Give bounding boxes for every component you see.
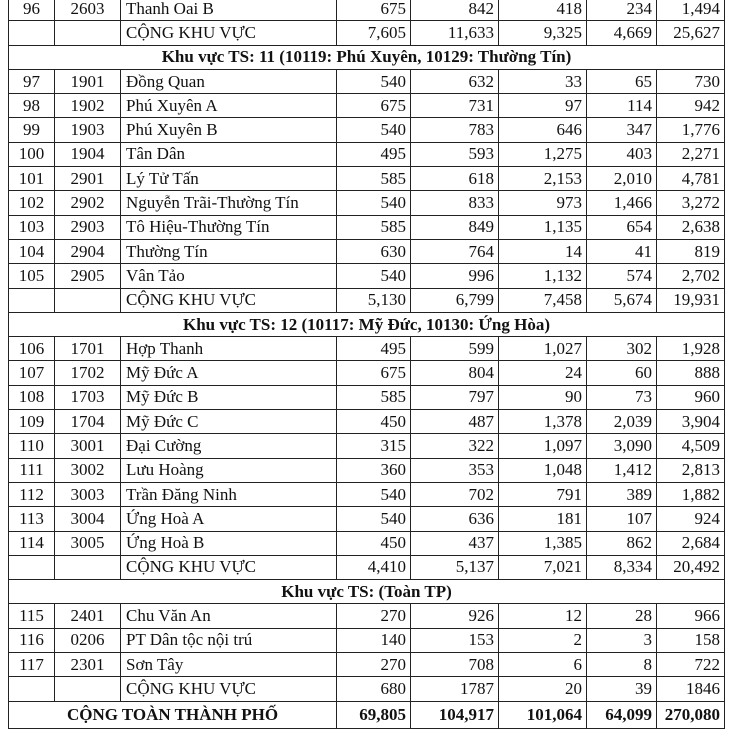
row-number: 117 bbox=[9, 653, 55, 677]
school-name: Thường Tín bbox=[121, 239, 337, 263]
value-cell: 3,272 bbox=[657, 191, 725, 215]
table-row bbox=[9, 628, 725, 652]
table-row bbox=[9, 0, 725, 21]
value-cell: 2,684 bbox=[657, 531, 725, 555]
value-cell: 1,132 bbox=[499, 264, 587, 288]
school-code: 2603 bbox=[55, 0, 121, 21]
value-cell: 2,039 bbox=[587, 410, 657, 434]
row-number: 96 bbox=[9, 0, 55, 21]
value-cell: 926 bbox=[411, 604, 499, 628]
value-cell: 60 bbox=[587, 361, 657, 385]
value-cell: 2,638 bbox=[657, 215, 725, 239]
subtotal-label: CỘNG KHU VỰC bbox=[121, 555, 337, 579]
subtotal-value: 5,137 bbox=[411, 555, 499, 579]
school-code: 3005 bbox=[55, 531, 121, 555]
value-cell: 849 bbox=[411, 215, 499, 239]
value-cell: 1,275 bbox=[499, 142, 587, 166]
region-header-row bbox=[9, 312, 725, 336]
value-cell: 540 bbox=[337, 191, 411, 215]
school-code: 2901 bbox=[55, 167, 121, 191]
value-cell: 630 bbox=[337, 239, 411, 263]
school-name: Chu Văn An bbox=[121, 604, 337, 628]
value-cell: 270 bbox=[337, 653, 411, 677]
value-cell: 646 bbox=[499, 118, 587, 142]
value-cell: 722 bbox=[657, 653, 725, 677]
value-cell: 783 bbox=[411, 118, 499, 142]
empty-cell bbox=[9, 21, 55, 45]
value-cell: 107 bbox=[587, 507, 657, 531]
table-row bbox=[9, 531, 725, 555]
value-cell: 764 bbox=[411, 239, 499, 263]
value-cell: 140 bbox=[337, 628, 411, 652]
table-row bbox=[9, 215, 725, 239]
value-cell: 14 bbox=[499, 239, 587, 263]
subtotal-value: 5,130 bbox=[337, 288, 411, 312]
school-name: Lý Tử Tấn bbox=[121, 167, 337, 191]
value-cell: 675 bbox=[337, 0, 411, 21]
school-name: Nguyễn Trãi-Thường Tín bbox=[121, 191, 337, 215]
subtotal-label: CỘNG KHU VỰC bbox=[121, 288, 337, 312]
value-cell: 2,153 bbox=[499, 167, 587, 191]
value-cell: 4,509 bbox=[657, 434, 725, 458]
school-name: Ứng Hoà A bbox=[121, 507, 337, 531]
value-cell: 585 bbox=[337, 385, 411, 409]
value-cell: 585 bbox=[337, 215, 411, 239]
row-number: 115 bbox=[9, 604, 55, 628]
enrollment-table bbox=[8, 0, 725, 729]
table-row bbox=[9, 264, 725, 288]
value-cell: 6 bbox=[499, 653, 587, 677]
value-cell: 675 bbox=[337, 94, 411, 118]
table-row bbox=[9, 239, 725, 263]
value-cell: 353 bbox=[411, 458, 499, 482]
subtotal-value: 19,931 bbox=[657, 288, 725, 312]
value-cell: 675 bbox=[337, 361, 411, 385]
value-cell: 1,928 bbox=[657, 337, 725, 361]
grand-total-value: 64,099 bbox=[587, 701, 657, 728]
value-cell: 418 bbox=[499, 0, 587, 21]
value-cell: 1,048 bbox=[499, 458, 587, 482]
value-cell: 574 bbox=[587, 264, 657, 288]
school-code: 2401 bbox=[55, 604, 121, 628]
subtotal-value: 20 bbox=[499, 677, 587, 701]
value-cell: 1,385 bbox=[499, 531, 587, 555]
table-row bbox=[9, 458, 725, 482]
row-number: 113 bbox=[9, 507, 55, 531]
subtotal-value: 11,633 bbox=[411, 21, 499, 45]
subtotal-value: 25,627 bbox=[657, 21, 725, 45]
region-title: Khu vực TS: (Toàn TP) bbox=[9, 580, 725, 604]
row-number: 102 bbox=[9, 191, 55, 215]
value-cell: 973 bbox=[499, 191, 587, 215]
school-code: 1701 bbox=[55, 337, 121, 361]
value-cell: 90 bbox=[499, 385, 587, 409]
school-code: 1904 bbox=[55, 142, 121, 166]
empty-cell bbox=[9, 677, 55, 701]
grand-total-value: 104,917 bbox=[411, 701, 499, 728]
school-code: 2904 bbox=[55, 239, 121, 263]
value-cell: 153 bbox=[411, 628, 499, 652]
row-number: 103 bbox=[9, 215, 55, 239]
value-cell: 270 bbox=[337, 604, 411, 628]
grand-total-value: 69,805 bbox=[337, 701, 411, 728]
subtotal-row bbox=[9, 677, 725, 701]
table-row bbox=[9, 385, 725, 409]
grand-total-value: 101,064 bbox=[499, 701, 587, 728]
value-cell: 437 bbox=[411, 531, 499, 555]
school-name: Tân Dân bbox=[121, 142, 337, 166]
value-cell: 1,135 bbox=[499, 215, 587, 239]
subtotal-value: 7,458 bbox=[499, 288, 587, 312]
subtotal-value: 4,410 bbox=[337, 555, 411, 579]
subtotal-value: 8,334 bbox=[587, 555, 657, 579]
school-name: Đồng Quan bbox=[121, 69, 337, 93]
row-number: 108 bbox=[9, 385, 55, 409]
value-cell: 1,882 bbox=[657, 482, 725, 506]
value-cell: 302 bbox=[587, 337, 657, 361]
value-cell: 996 bbox=[411, 264, 499, 288]
subtotal-value: 5,674 bbox=[587, 288, 657, 312]
subtotal-value: 9,325 bbox=[499, 21, 587, 45]
row-number: 106 bbox=[9, 337, 55, 361]
table-row bbox=[9, 69, 725, 93]
subtotal-value: 1787 bbox=[411, 677, 499, 701]
value-cell: 234 bbox=[587, 0, 657, 21]
row-number: 112 bbox=[9, 482, 55, 506]
table-row bbox=[9, 482, 725, 506]
table-row bbox=[9, 337, 725, 361]
value-cell: 450 bbox=[337, 531, 411, 555]
value-cell: 3,090 bbox=[587, 434, 657, 458]
empty-cell bbox=[55, 677, 121, 701]
value-cell: 495 bbox=[337, 337, 411, 361]
school-code: 2902 bbox=[55, 191, 121, 215]
subtotal-value: 1846 bbox=[657, 677, 725, 701]
table-row bbox=[9, 507, 725, 531]
value-cell: 403 bbox=[587, 142, 657, 166]
value-cell: 804 bbox=[411, 361, 499, 385]
school-code: 3002 bbox=[55, 458, 121, 482]
school-name: Trần Đăng Ninh bbox=[121, 482, 337, 506]
table-row bbox=[9, 142, 725, 166]
value-cell: 632 bbox=[411, 69, 499, 93]
row-number: 104 bbox=[9, 239, 55, 263]
school-name: Mỹ Đức B bbox=[121, 385, 337, 409]
value-cell: 540 bbox=[337, 69, 411, 93]
row-number: 97 bbox=[9, 69, 55, 93]
school-code: 0206 bbox=[55, 628, 121, 652]
value-cell: 389 bbox=[587, 482, 657, 506]
table-row bbox=[9, 118, 725, 142]
value-cell: 8 bbox=[587, 653, 657, 677]
value-cell: 347 bbox=[587, 118, 657, 142]
value-cell: 540 bbox=[337, 507, 411, 531]
value-cell: 966 bbox=[657, 604, 725, 628]
value-cell: 1,494 bbox=[657, 0, 725, 21]
school-code: 1704 bbox=[55, 410, 121, 434]
table-row bbox=[9, 653, 725, 677]
table-row bbox=[9, 410, 725, 434]
subtotal-value: 4,669 bbox=[587, 21, 657, 45]
value-cell: 654 bbox=[587, 215, 657, 239]
empty-cell bbox=[55, 288, 121, 312]
value-cell: 2,271 bbox=[657, 142, 725, 166]
value-cell: 97 bbox=[499, 94, 587, 118]
row-number: 111 bbox=[9, 458, 55, 482]
value-cell: 540 bbox=[337, 264, 411, 288]
grand-total-row bbox=[9, 701, 725, 728]
value-cell: 3,904 bbox=[657, 410, 725, 434]
school-code: 2301 bbox=[55, 653, 121, 677]
school-name: Mỹ Đức C bbox=[121, 410, 337, 434]
subtotal-row bbox=[9, 555, 725, 579]
value-cell: 833 bbox=[411, 191, 499, 215]
value-cell: 585 bbox=[337, 167, 411, 191]
subtotal-value: 39 bbox=[587, 677, 657, 701]
value-cell: 4,781 bbox=[657, 167, 725, 191]
table-row bbox=[9, 191, 725, 215]
value-cell: 1,466 bbox=[587, 191, 657, 215]
row-number: 100 bbox=[9, 142, 55, 166]
value-cell: 797 bbox=[411, 385, 499, 409]
value-cell: 702 bbox=[411, 482, 499, 506]
value-cell: 322 bbox=[411, 434, 499, 458]
value-cell: 315 bbox=[337, 434, 411, 458]
row-number: 101 bbox=[9, 167, 55, 191]
value-cell: 73 bbox=[587, 385, 657, 409]
value-cell: 842 bbox=[411, 0, 499, 21]
table-row bbox=[9, 167, 725, 191]
value-cell: 12 bbox=[499, 604, 587, 628]
row-number: 114 bbox=[9, 531, 55, 555]
value-cell: 33 bbox=[499, 69, 587, 93]
row-number: 107 bbox=[9, 361, 55, 385]
value-cell: 1,097 bbox=[499, 434, 587, 458]
row-number: 98 bbox=[9, 94, 55, 118]
value-cell: 593 bbox=[411, 142, 499, 166]
value-cell: 360 bbox=[337, 458, 411, 482]
school-name: Ứng Hoà B bbox=[121, 531, 337, 555]
value-cell: 819 bbox=[657, 239, 725, 263]
value-cell: 1,378 bbox=[499, 410, 587, 434]
school-code: 3004 bbox=[55, 507, 121, 531]
value-cell: 1,412 bbox=[587, 458, 657, 482]
region-title: Khu vực TS: 12 (10117: Mỹ Đức, 10130: Ứng Hòa) bbox=[9, 312, 725, 336]
value-cell: 2,010 bbox=[587, 167, 657, 191]
empty-cell bbox=[55, 555, 121, 579]
value-cell: 540 bbox=[337, 118, 411, 142]
value-cell: 599 bbox=[411, 337, 499, 361]
value-cell: 28 bbox=[587, 604, 657, 628]
table-body bbox=[9, 0, 725, 728]
value-cell: 1,776 bbox=[657, 118, 725, 142]
subtotal-value: 680 bbox=[337, 677, 411, 701]
grand-total-label: CỘNG TOÀN THÀNH PHỐ bbox=[9, 701, 337, 728]
school-code: 1901 bbox=[55, 69, 121, 93]
value-cell: 2,813 bbox=[657, 458, 725, 482]
school-code: 3003 bbox=[55, 482, 121, 506]
school-name: Thanh Oai B bbox=[121, 0, 337, 21]
school-code: 1902 bbox=[55, 94, 121, 118]
value-cell: 65 bbox=[587, 69, 657, 93]
subtotal-value: 6,799 bbox=[411, 288, 499, 312]
value-cell: 730 bbox=[657, 69, 725, 93]
subtotal-row bbox=[9, 288, 725, 312]
subtotal-value: 7,605 bbox=[337, 21, 411, 45]
value-cell: 2,702 bbox=[657, 264, 725, 288]
value-cell: 114 bbox=[587, 94, 657, 118]
value-cell: 636 bbox=[411, 507, 499, 531]
value-cell: 24 bbox=[499, 361, 587, 385]
value-cell: 791 bbox=[499, 482, 587, 506]
school-name: Đại Cường bbox=[121, 434, 337, 458]
school-name: Hợp Thanh bbox=[121, 337, 337, 361]
subtotal-label: CỘNG KHU VỰC bbox=[121, 21, 337, 45]
row-number: 110 bbox=[9, 434, 55, 458]
document-page bbox=[8, 0, 724, 729]
subtotal-value: 20,492 bbox=[657, 555, 725, 579]
school-code: 1703 bbox=[55, 385, 121, 409]
school-code: 2905 bbox=[55, 264, 121, 288]
value-cell: 495 bbox=[337, 142, 411, 166]
school-code: 1702 bbox=[55, 361, 121, 385]
row-number: 99 bbox=[9, 118, 55, 142]
empty-cell bbox=[9, 555, 55, 579]
grand-total-value: 270,080 bbox=[657, 701, 725, 728]
empty-cell bbox=[9, 288, 55, 312]
school-name: Lưu Hoàng bbox=[121, 458, 337, 482]
value-cell: 924 bbox=[657, 507, 725, 531]
school-name: Phú Xuyên A bbox=[121, 94, 337, 118]
school-name: Sơn Tây bbox=[121, 653, 337, 677]
value-cell: 450 bbox=[337, 410, 411, 434]
empty-cell bbox=[55, 21, 121, 45]
subtotal-row bbox=[9, 21, 725, 45]
table-row bbox=[9, 604, 725, 628]
region-header-row bbox=[9, 45, 725, 69]
value-cell: 487 bbox=[411, 410, 499, 434]
value-cell: 2 bbox=[499, 628, 587, 652]
value-cell: 158 bbox=[657, 628, 725, 652]
subtotal-label: CỘNG KHU VỰC bbox=[121, 677, 337, 701]
school-name: Phú Xuyên B bbox=[121, 118, 337, 142]
region-header-row bbox=[9, 580, 725, 604]
school-code: 2903 bbox=[55, 215, 121, 239]
school-name: Vân Tảo bbox=[121, 264, 337, 288]
value-cell: 41 bbox=[587, 239, 657, 263]
value-cell: 960 bbox=[657, 385, 725, 409]
row-number: 105 bbox=[9, 264, 55, 288]
school-code: 3001 bbox=[55, 434, 121, 458]
value-cell: 731 bbox=[411, 94, 499, 118]
value-cell: 618 bbox=[411, 167, 499, 191]
value-cell: 708 bbox=[411, 653, 499, 677]
value-cell: 181 bbox=[499, 507, 587, 531]
value-cell: 888 bbox=[657, 361, 725, 385]
value-cell: 3 bbox=[587, 628, 657, 652]
value-cell: 540 bbox=[337, 482, 411, 506]
school-code: 1903 bbox=[55, 118, 121, 142]
row-number: 109 bbox=[9, 410, 55, 434]
school-name: Mỹ Đức A bbox=[121, 361, 337, 385]
table-row bbox=[9, 94, 725, 118]
school-name: PT Dân tộc nội trú bbox=[121, 628, 337, 652]
subtotal-value: 7,021 bbox=[499, 555, 587, 579]
value-cell: 942 bbox=[657, 94, 725, 118]
table-row bbox=[9, 361, 725, 385]
table-row bbox=[9, 434, 725, 458]
value-cell: 1,027 bbox=[499, 337, 587, 361]
value-cell: 862 bbox=[587, 531, 657, 555]
row-number: 116 bbox=[9, 628, 55, 652]
region-title: Khu vực TS: 11 (10119: Phú Xuyên, 10129: Thường Tín) bbox=[9, 45, 725, 69]
school-name: Tô Hiệu-Thường Tín bbox=[121, 215, 337, 239]
